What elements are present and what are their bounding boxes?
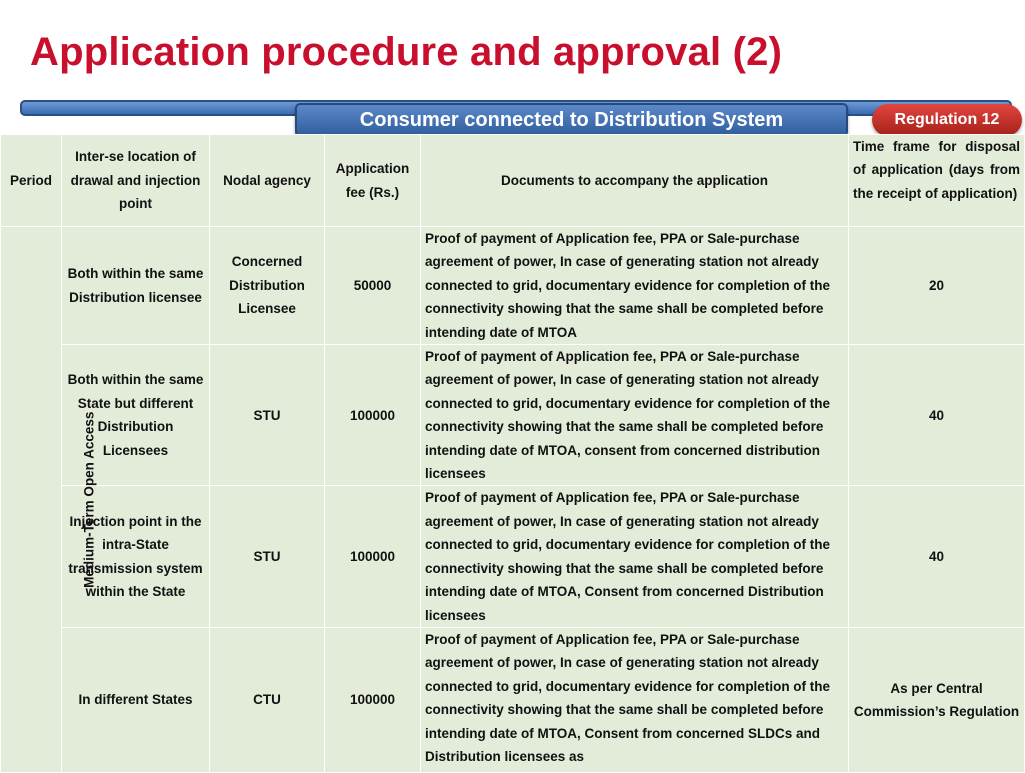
agency-cell: Concerned Distribution Licensee — [210, 227, 325, 345]
location-cell: In different States — [62, 627, 210, 772]
header-period: Period — [1, 135, 62, 227]
header-application-fee: Application fee (Rs.) — [325, 135, 421, 227]
table-row — [1, 345, 1025, 486]
location-cell: Both within the same State but different Distribution Licensees — [62, 345, 210, 486]
location-cell: Injection point in the intra-State transmission system within the State — [62, 486, 210, 627]
section-subtitle — [295, 103, 848, 137]
documents-cell: Proof of payment of Application fee, PPA or Sale-purchase agreement of power, In case of generating station not already connected to grid, documentary evidence for completion of the connectivity showing that the same shall be completed before intending date of MTOA, Consent from concerned SLDCs and Distribution licensees as — [421, 627, 849, 772]
documents-cell: Proof of payment of Application fee, PPA or Sale-purchase agreement of power, In case of generating station not already connected to grid, documentary evidence for completion of the connectivity showing that the same shall be completed before intending date of MTOA, consent from concerned distribution licensees — [421, 345, 849, 486]
procedure-table-container — [0, 134, 1024, 768]
header-documents: Documents to accompany the application — [421, 135, 849, 227]
fee-cell: 50000 — [325, 227, 421, 345]
fee-cell: 100000 — [325, 627, 421, 772]
table-row — [1, 627, 1025, 772]
agency-cell: STU — [210, 486, 325, 627]
header-nodal-agency: Nodal agency — [210, 135, 325, 227]
fee-cell: 100000 — [325, 345, 421, 486]
agency-cell: STU — [210, 345, 325, 486]
location-cell: Both within the same Distribution licensee — [62, 227, 210, 345]
timeframe-cell: 20 — [849, 227, 1025, 345]
page-title: Application procedure and approval (2) — [30, 30, 783, 74]
timeframe-cell: 40 — [849, 486, 1025, 627]
documents-cell: Proof of payment of Application fee, PPA or Sale-purchase agreement of power, In case of generating station not already connected to grid, documentary evidence for completion of the connectivity showing that the same shall be completed before intending date of MTOA, Consent from concerned Distribution licensees — [421, 486, 849, 627]
procedure-table — [0, 134, 1025, 773]
regulation-badge — [872, 104, 1022, 136]
agency-cell: CTU — [210, 627, 325, 772]
table-header-row — [1, 135, 1025, 227]
header-location: Inter-se location of drawal and injection point — [62, 135, 210, 227]
header-time-frame: Time frame for disposal of application (days from the receipt of application) — [849, 135, 1025, 227]
period-label: Medium-Term Open Access — [81, 411, 97, 588]
fee-cell: 100000 — [325, 486, 421, 627]
regulation-badge-label: Regulation 12 — [894, 111, 1000, 128]
timeframe-cell: 40 — [849, 345, 1025, 486]
section-subtitle-label: Consumer connected to Distribution System — [359, 108, 784, 131]
table-row — [1, 486, 1025, 627]
timeframe-cell: As per Central Commission’s Regulation — [849, 627, 1025, 772]
documents-cell: Proof of payment of Application fee, PPA or Sale-purchase agreement of power, In case of generating station not already connected to grid, documentary evidence for completion of the connectivity showing that the same shall be completed before intending date of MTOA — [421, 227, 849, 345]
table-row — [1, 227, 1025, 345]
period-cell — [1, 227, 97, 773]
